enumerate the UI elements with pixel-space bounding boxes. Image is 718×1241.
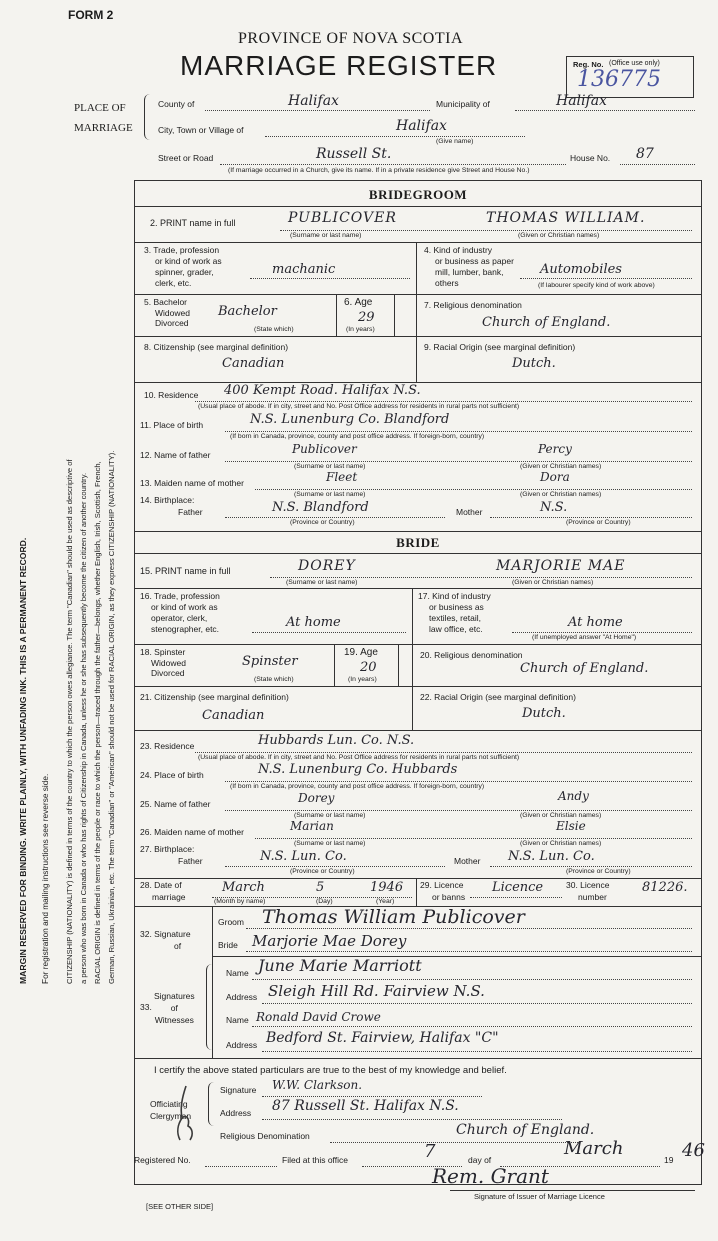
groom-parents-birthplace-label: 14. Birthplace: Father <box>140 495 203 517</box>
bride-status: Spinster <box>242 654 298 669</box>
groom-trade: machanic <box>272 262 336 277</box>
bride-birthplace: N.S. Lunenburg Co. Hubbards <box>258 762 458 777</box>
signature-label-32: 32. Signature of <box>140 929 191 951</box>
county-label: County of <box>158 99 195 109</box>
bride-mother-birthplace: N.S. Lun. Co. <box>508 849 595 864</box>
licence-number: 81226. <box>642 880 688 895</box>
year-caption: (Year) <box>376 898 395 905</box>
bride-surname-caption: (Surname or last name) <box>286 579 358 586</box>
day-caption: (Day) <box>316 898 333 905</box>
groom-birthplace: N.S. Lunenburg Co. Blandford <box>250 412 450 427</box>
given-caption-25: (Given or Christian names) <box>520 812 602 819</box>
groom-residence-caption: (Usual place of abode. If in city, street and No. Post Office address for residents in rural parts not sufficient) <box>198 403 520 410</box>
witness1-name-label: Name <box>226 968 249 978</box>
bride-religion-label: 20. Religious denomination <box>420 650 523 660</box>
bride-name-label: 15. PRINT name in full <box>140 566 231 576</box>
officiant-address: 87 Russell St. Halifax N.S. <box>272 1098 459 1114</box>
municipality-label: Municipality of <box>436 99 490 109</box>
marriage-year: 1946 <box>370 880 404 895</box>
groom-citizenship: Canadian <box>222 356 285 371</box>
house-label: House No. <box>570 153 611 163</box>
groom-age: 29 <box>358 310 375 325</box>
groom-birthplace-label: 11. Place of birth <box>140 420 204 430</box>
groom-father-given: Percy <box>538 442 572 456</box>
filed-year: 46 <box>682 1140 705 1161</box>
margin-line-4: a person who was born in Canada or who has rights of Citizenship in Canada, unless he or she has subsequently become the citizen of another country. <box>79 472 88 984</box>
margin-line-5: RACIAL ORIGIN is defined in terms of the people or race to which the person—traced through the father—belongs, whether English, Irish, Scottish, French, <box>93 461 102 984</box>
registered-label: Registered No. <box>134 1155 191 1165</box>
marriage-date-label: 28. Date of marriage <box>140 880 186 902</box>
bridegroom-heading: BRIDEGROOM <box>368 187 468 202</box>
witness2-name: Ronald David Crowe <box>256 1010 381 1024</box>
bride-father-birthplace: N.S. Lun. Co. <box>260 849 347 864</box>
witness-brace <box>206 964 215 1050</box>
groom-in-years: (In years) <box>346 326 375 333</box>
filed-label: Filed at this office <box>282 1155 348 1165</box>
street-label: Street or Road <box>158 153 214 163</box>
filed-year-prefix: 19 <box>664 1155 674 1165</box>
bride-father-surname: Dorey <box>298 791 335 805</box>
groom-racial: Dutch. <box>512 356 556 371</box>
officiant-address-label: Address <box>220 1108 252 1118</box>
bride-status-label: 18. Spinster Widowed Divorced <box>140 647 186 678</box>
bride-residence-caption: (Usual place of abode. If in city, street and No. Post Office address for residents in rural parts not sufficient) <box>198 754 520 761</box>
witnesses-number: 33. <box>140 1002 152 1012</box>
marriage-month: March <box>222 880 265 895</box>
bride-citizenship-label: 21. Citizenship (see marginal definition) <box>140 692 289 702</box>
groom-residence-label: 10. Residence <box>144 390 199 400</box>
bride-citizenship: Canadian <box>202 708 265 723</box>
groom-father-label: 12. Name of father <box>140 450 211 460</box>
filed-day: 7 <box>424 1141 436 1162</box>
groom-birthplace-caption: (If born in Canada, province, county and post office address. If foreign-born, country) <box>230 433 485 440</box>
surname-caption-25: (Surname or last name) <box>294 812 366 819</box>
witness2-name-label: Name <box>226 1015 249 1025</box>
officiant-brace <box>208 1082 217 1126</box>
bride-industry-caption: (If unemployed answer "At Home") <box>532 634 637 641</box>
officiant-sig-label: Signature <box>220 1085 257 1095</box>
bride-surname: DOREY <box>298 558 356 574</box>
bride-prov-caption-1: (Province or Country) <box>290 868 355 875</box>
bride-given-names: MARJORIE MAE <box>496 558 626 574</box>
groom-mother-surname: Fleet <box>326 470 358 484</box>
province-heading: PROVINCE OF NOVA SCOTIA <box>238 30 464 47</box>
bride-industry-label: 17. Kind of industry or business as textiles, retail, law office, etc. <box>418 591 491 634</box>
bride-racial-label: 22. Racial Origin (see marginal definition) <box>420 692 576 702</box>
county-value: Halifax <box>288 93 339 109</box>
page-title: MARRIAGE REGISTER <box>180 50 498 81</box>
groom-age-label: 6. Age <box>344 297 373 308</box>
officiant-label: Officiating Clergyman <box>150 1099 192 1121</box>
groom-father-surname: Publicover <box>292 442 357 456</box>
witnesses-label: Signatures of Witnesses <box>154 991 195 1025</box>
groom-citizenship-label: 8. Citizenship (see marginal definition) <box>144 342 289 352</box>
groom-racial-label: 9. Racial Origin (see marginal definition) <box>424 342 576 352</box>
surname-caption-12: (Surname or last name) <box>294 463 366 470</box>
bride-parents-birthplace-label: 27. Birthplace: Father <box>140 844 203 866</box>
bride-given-caption: (Given or Christian names) <box>512 579 594 586</box>
groom-residence: 400 Kempt Road. Halifax N.S. <box>224 383 421 398</box>
bride-father-given: Andy <box>558 789 589 803</box>
licence-number-label: 30. Licence number <box>566 880 610 902</box>
bride-prov-caption-2: (Province or Country) <box>566 868 631 875</box>
groom-signature: Thomas William Publicover <box>262 906 525 928</box>
groom-mother-given: Dora <box>540 470 570 484</box>
filed-month: March <box>564 1138 624 1159</box>
bride-in-years: (In years) <box>348 676 377 683</box>
groom-name-label: 2. PRINT name in full <box>150 218 236 228</box>
witness2-address-label: Address <box>226 1040 258 1050</box>
bride-residence: Hubbards Lun. Co. N.S. <box>258 733 415 748</box>
bride-residence-label: 23. Residence <box>140 741 195 751</box>
give-name-caption: (Give name) <box>436 138 474 145</box>
groom-mother-label: 13. Maiden name of mother <box>140 478 244 488</box>
bride-heading: BRIDE <box>396 535 440 550</box>
given-caption-13: (Given or Christian names) <box>520 491 602 498</box>
bride-sig-label: Bride <box>218 940 238 950</box>
issuer-caption: Signature of Issuer of Marriage Licence <box>474 1192 605 1201</box>
officiant-flourish-mark <box>170 1084 200 1144</box>
groom-status: Bachelor <box>218 304 277 319</box>
street-value: Russell St. <box>316 146 392 162</box>
witness1-address: Sleigh Hill Rd. Fairview N.S. <box>268 982 485 1000</box>
groom-prov-caption-1: (Province or Country) <box>290 519 355 526</box>
groom-sig-label: Groom <box>218 917 244 927</box>
groom-religion: Church of England. <box>482 315 611 330</box>
groom-given-caption: (Given or Christian names) <box>518 232 600 239</box>
bride-religion: Church of England. <box>520 661 649 676</box>
reg-number-label: Reg. No. <box>573 60 604 69</box>
groom-surname: PUBLICOVER <box>288 210 397 226</box>
bride-racial: Dutch. <box>522 706 566 721</box>
bride-trade: At home <box>286 615 341 630</box>
groom-state-which: (State which) <box>254 326 294 333</box>
city-value: Halifax <box>396 118 447 134</box>
witness2-address: Bedford St. Fairview, Halifax "C" <box>266 1030 499 1046</box>
groom-given-names: THOMAS WILLIAM. <box>486 210 646 226</box>
place-note: (If marriage occurred in a Church, give its name. If in a private residence give Street and House No.) <box>228 167 530 174</box>
groom-religion-label: 7. Religious denomination <box>424 300 522 310</box>
bride-mother-label: 26. Maiden name of mother <box>140 827 244 837</box>
groom-industry-caption: (If labourer specify kind of work above) <box>538 282 655 289</box>
place-brace <box>144 94 153 140</box>
margin-line-6: German, Russian, Ukrainian, etc. The term "Canadian" or "American" should not be used for RACIAL ORIGIN, as they express CITIZENSHIP (NATIONALITY). <box>107 450 116 984</box>
day-of-label: day of <box>468 1155 492 1165</box>
issuer-signature: Rem. Grant <box>432 1164 549 1188</box>
bride-industry: At home <box>568 615 623 630</box>
bride-birthplace-caption: (If born in Canada, province, county and post office address. If foreign-born, country) <box>230 783 485 790</box>
witness1-address-label: Address <box>226 992 258 1002</box>
witness1-name: June Marie Marriott <box>258 956 422 975</box>
officiant-signature: W.W. Clarkson. <box>272 1078 363 1092</box>
groom-status-label: 5. Bachelor Widowed Divorced <box>144 297 190 328</box>
margin-instructions <box>10 230 130 990</box>
groom-prov-caption-2: (Province or Country) <box>566 519 631 526</box>
reg-number: 136775 <box>577 67 661 92</box>
bride-signature: Marjorie Mae Dorey <box>252 932 407 950</box>
margin-line-2: For registration and mailing instructions see reverse side. <box>40 773 50 984</box>
surname-caption-13: (Surname or last name) <box>294 491 366 498</box>
groom-surname-caption: (Surname or last name) <box>290 232 362 239</box>
bride-father-label: 25. Name of father <box>140 799 211 809</box>
officiant-denom-label: Religious Denomination <box>220 1131 310 1141</box>
margin-line-3: CITIZENSHIP (NATIONALITY) is defined in terms of the country to which the person owes allegiance. The term "Canadian" should be used as descriptive of <box>65 459 74 984</box>
see-other-side: [SEE OTHER SIDE] <box>146 1202 214 1211</box>
groom-industry: Automobiles <box>540 262 622 277</box>
given-caption-12: (Given or Christian names) <box>520 463 602 470</box>
margin-line-1: MARGIN RESERVED FOR BINDING. WRITE PLAINLY, WITH UNFADING INK. THIS IS A PERMANENT RECORD. <box>18 537 28 984</box>
place-label: PLACE OF MARRIAGE <box>74 102 133 134</box>
groom-industry-label: 4. Kind of industry or business as paper mill, lumber, bank, others <box>424 245 514 288</box>
form-number: FORM 2 <box>68 8 114 22</box>
municipality-value: Halifax <box>556 93 607 109</box>
bride-birthplace-label: 24. Place of birth <box>140 770 204 780</box>
officiant-denomination: Church of England. <box>456 1122 595 1138</box>
licence-type: Licence <box>492 880 544 895</box>
bride-mother-surname: Marian <box>290 819 334 833</box>
bride-trade-label: 16. Trade, profession or kind of work as operator, clerk, stenographer, etc. <box>140 591 220 634</box>
groom-trade-label: 3. Trade, profession or kind of work as spinner, grader, clerk, etc. <box>144 245 222 288</box>
bride-age-label: 19. Age <box>344 647 378 658</box>
groom-mother-bp-label: Mother <box>456 507 483 517</box>
month-caption: (Month by name) <box>214 898 266 905</box>
groom-mother-birthplace: N.S. <box>540 500 568 515</box>
groom-father-birthplace: N.S. Blandford <box>272 500 369 515</box>
given-caption-26: (Given or Christian names) <box>520 840 602 847</box>
bride-mother-given: Elsie <box>556 819 586 833</box>
marriage-day: 5 <box>316 880 325 895</box>
bride-state-which: (State which) <box>254 676 294 683</box>
city-label: City, Town or Village of <box>158 125 244 135</box>
reg-office-note: (Office use only) <box>609 60 660 67</box>
certify-statement: I certify the above stated particulars are true to the best of my knowledge and belief. <box>154 1065 507 1076</box>
bride-mother-bp-label: Mother <box>454 856 481 866</box>
reg-number-box <box>566 56 694 98</box>
surname-caption-26: (Surname or last name) <box>294 840 366 847</box>
licence-label: 29. Licence or banns <box>420 880 466 902</box>
bride-age: 20 <box>360 660 377 675</box>
house-value: 87 <box>636 146 654 162</box>
